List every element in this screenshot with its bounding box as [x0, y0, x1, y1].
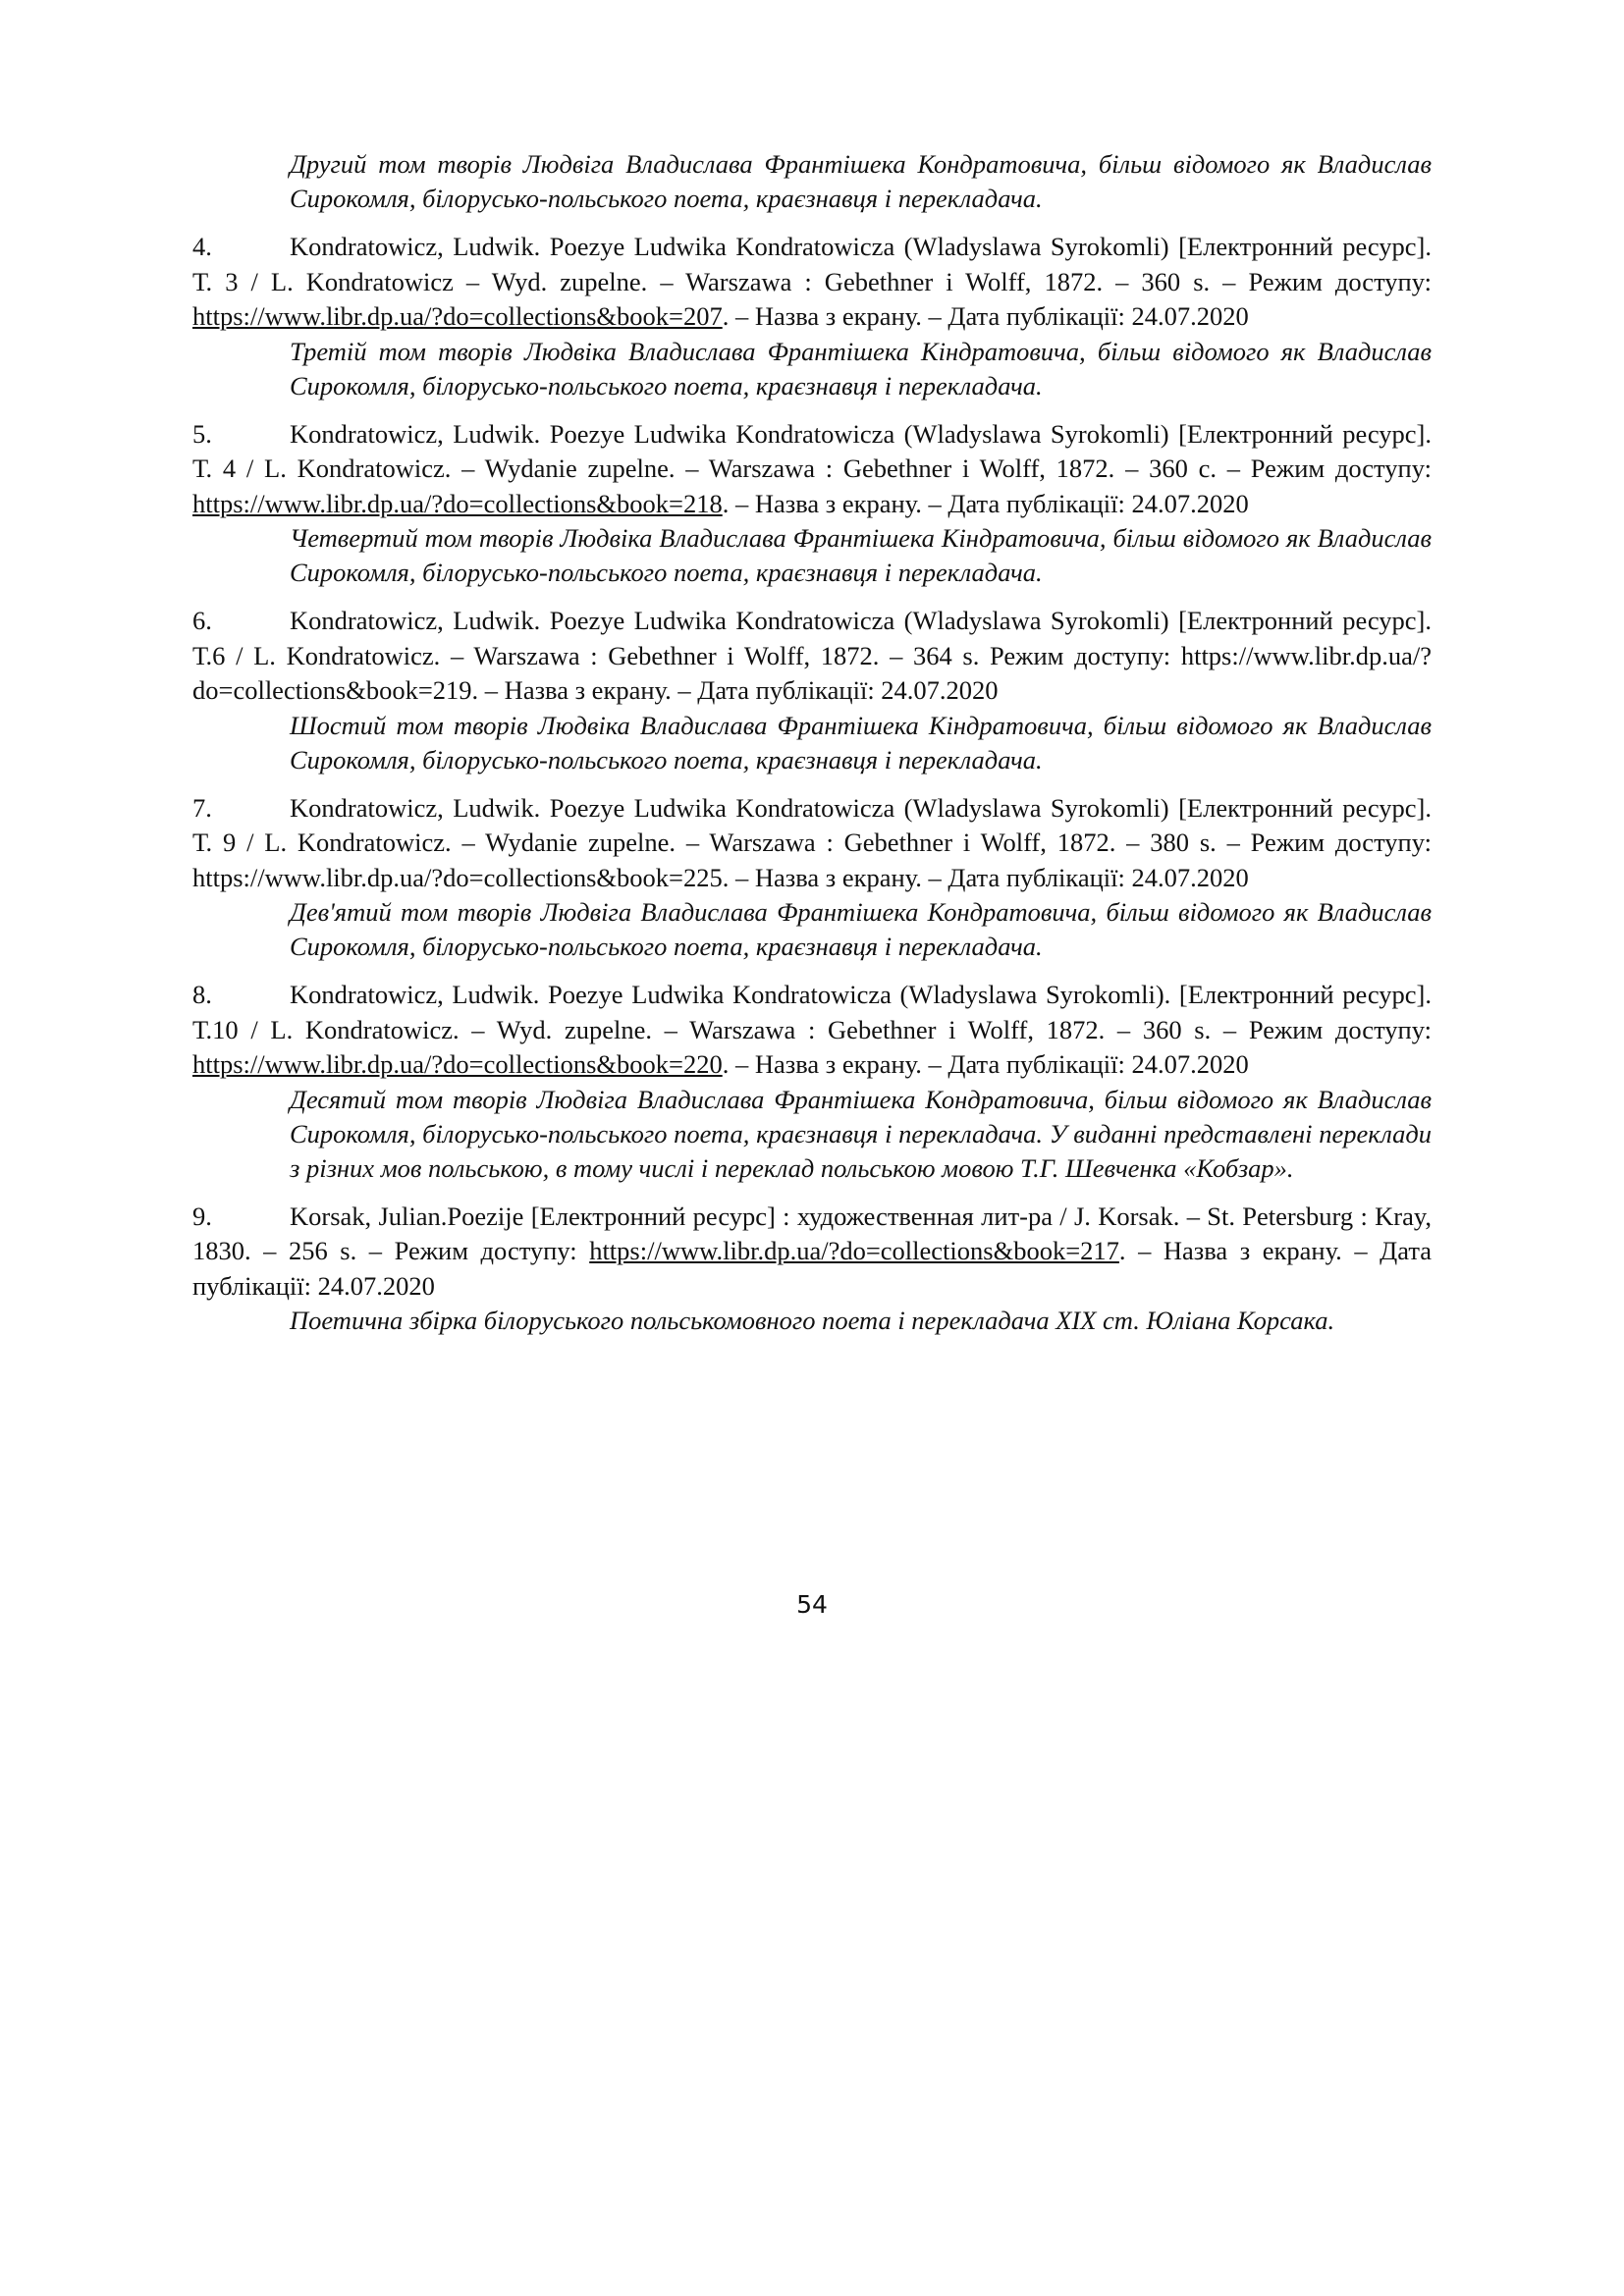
entry-number: 9. [192, 1201, 212, 1231]
page-number: 54 [796, 1590, 828, 1619]
entry-number: 8. [192, 980, 212, 1009]
entry-link[interactable]: https://www.libr.dp.ua/?do=collections&book=217 [589, 1236, 1119, 1265]
entry-annotation: Третій том творів Людвіка Владислава Франтішека Кіндратовича, більш відомого як Владислав Сирокомля, білорусько-польського поета, краєзнавця і перекладача. [290, 336, 1432, 400]
entry-link[interactable]: https://www.libr.dp.ua/?do=collections&book=207 [192, 301, 723, 331]
entry-text: Kondratowicz, Ludwik. Poezye Ludwika Kondratowicza (Wladyslawa Syrokomli) [Електронний ресурс]. Т. 9 / L. Kondratowicz. – Wydanie zupelne. – Warszawa : Gebethner i Wolff, 1872. – 380 s. – Режим доступу: https://www.libr.dp.ua/?do=collections&book=225. – Назва з екрану. – Дата публікації: 24.07.2020 [192, 792, 1432, 892]
bibliography-entry [192, 230, 1432, 335]
bibliography-entry [192, 604, 1432, 709]
entry-text: Kondratowicz, Ludwik. Poezye Ludwika Kondratowicza (Wladyslawa Syrokomli) [Електронний ресурс]. Т. 4 / L. Kondratowicz. – Wydanie zupelne. – Warszawa : Gebethner i Wolff, 1872. – 360 с. – Режим доступу: [192, 418, 1432, 483]
document-page [192, 147, 1432, 1338]
entry-text: Kondratowicz, Ludwik. Poezye Ludwika Kondratowicza (Wladyslawa Syrokomli) [Електронний ресурс]. Т. 3 / L. Kondratowicz – Wyd. zupelne. – Warszawa : Gebethner i Wolff, 1872. – 360 s. – Режим доступу: [192, 232, 1432, 296]
bibliography-entry [192, 417, 1432, 522]
entry-text: Kondratowicz, Ludwik. Poezye Ludwika Kondratowicza (Wladyslawa Syrokomli) [Електронний ресурс]. Т.6 / L. Kondratowicz. – Warszawa : Gebethner i Wolff, 1872. – 364 s. Режим доступу: https://www.libr.dp.ua/?do=collections&book=219. – Назва з екрану. – Дата публікації: 24.07.2020 [192, 606, 1432, 705]
bibliography-entry [192, 1200, 1432, 1305]
entry-number: 6. [192, 606, 212, 635]
entry-text-tail: . – Назва з екрану. – Дата публікації: 24.07.2020 [722, 301, 1249, 331]
entry-text: Kondratowicz, Ludwik. Poezye Ludwika Kondratowicza (Wladyslawa Syrokomli). [Електронний ресурс]. Т.10 / L. Kondratowicz. – Wyd. zupelne. – Warszawa : Gebethner i Wolff, 1872. – 360 s. – Режим доступу: [192, 980, 1432, 1044]
entry-text: Korsak, Julian.Poezije [Електронний ресурс] : художественная лит-ра / J. Korsak. – St. Petersburg : Kray, 1830. – 256 s. – Режим доступу: [192, 1201, 1432, 1265]
bibliography-entry [192, 791, 1432, 896]
entry-link[interactable]: https://www.libr.dp.ua/?do=collections&book=220 [192, 1049, 723, 1079]
entry-link[interactable]: https://www.libr.dp.ua/?do=collections&book=218 [192, 488, 723, 518]
entry-text-tail: . – Назва з екрану. – Дата публікації: 24.07.2020 [192, 1236, 1432, 1301]
entry-number: 7. [192, 792, 212, 823]
entry-text-tail: . – Назва з екрану. – Дата публікації: 24.07.2020 [722, 488, 1249, 518]
entry-annotation: Десятий том творів Людвіга Владислава Франтішека Кондратовича, більш відомого як Владислав Сирокомля, білорусько-польського поета, краєзнавця і перекладача. У виданні представлені переклади з різних мов польською, в тому числі і переклад польською мовою Т.Г. Шевченка «Кобзар». [290, 1084, 1432, 1183]
entry-annotation: Дев'ятий том творів Людвіга Владислава Франтішека Кондратовича, більш відомого як Владислав Сирокомля, білорусько-польського поета, краєзнавця і перекладача. [290, 897, 1432, 961]
entry-number: 4. [192, 232, 212, 261]
entry-text-tail: . – Назва з екрану. – Дата публікації: 24.07.2020 [722, 1049, 1249, 1079]
entry-annotation: Шостий том творів Людвіка Владислава Франтішека Кіндратовича, більш відомого як Владислав Сирокомля, білорусько-польського поета, краєзнавця і перекладача. [290, 710, 1432, 774]
entry-annotation: Поетична збірка білоруського польськомовного поета і перекладача XIX ст. Юліана Корсака. [290, 1306, 1335, 1335]
entry-number: 5. [192, 418, 212, 449]
bibliography-entry [192, 978, 1432, 1083]
entry-annotation: Четвертий том творів Людвіка Владислава Франтішека Кіндратовича, більш відомого як Владислав Сирокомля, білорусько-польського поета, краєзнавця і перекладача. [290, 523, 1432, 587]
entry-annotation: Другий том творів Людвіга Владислава Франтішека Кондратовича, більш відомого як Владислав Сирокомля, білорусько-польського поета, краєзнавця і перекладача. [290, 149, 1432, 213]
